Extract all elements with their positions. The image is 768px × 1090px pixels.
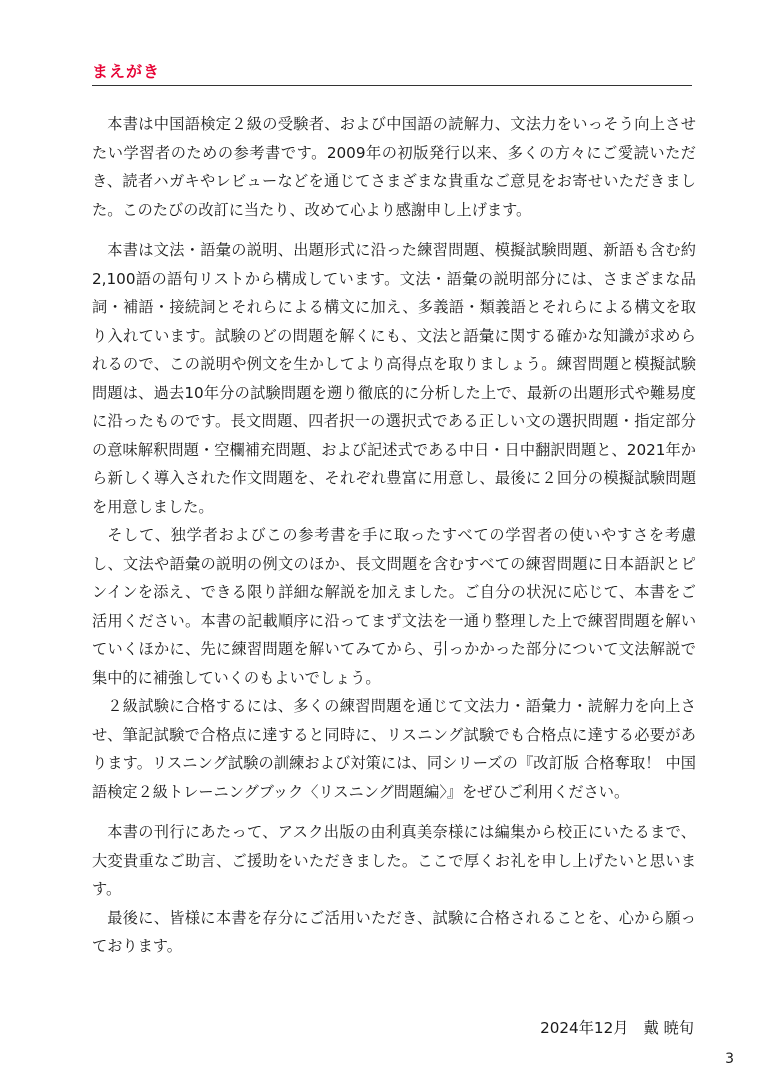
page-header xyxy=(92,62,692,88)
paragraph-4: ２級試験に合格するには、多くの練習問題を通じて文法力・語彙力・読解力を向上させ、筆記試験で合格点に達すると同時に、リスニング試験でも合格点に達する必要があります。リスニング試験の訓練および対策には、同シリーズの『改訂版 合格奪取！ 中国語検定２級トレーニングブック〈リスニング問題編〉』をぜひご利用ください。 xyxy=(92,697,696,801)
paragraph-3: そして、独学者およびこの参考書を手に取ったすべての学習者の使いやすさを考慮し、文法や語彙の説明の例文のほか、長文問題を含むすべての練習問題に日本語訳とピンインを添え、できる限り詳細な解説を加えました。ご自分の状況に応じて、本書をご活用ください。本書の記載順序に沿ってまず文法を一通り整理した上で練習問題を解いていくほかに、先に練習問題を解いてみてから、引っかかった部分について文法解説で集中的に補強していくのもよいでしょう。 xyxy=(92,526,696,687)
page-number: 3 xyxy=(725,1051,734,1067)
paragraph-5: 本書の刊行にあたって、アスク出版の由利真美奈様には編集から校正にいたるまで、大変貴重なご助言、ご援助をいただきました。ここで厚くお礼を申し上げたいと思います。 xyxy=(92,823,696,898)
signature: 2024年12月 戴 暁旬 xyxy=(540,1019,694,1037)
paragraph-2: 本書は文法・語彙の説明、出題形式に沿った練習問題、模擬試験問題、新語も含む約2,100語の語句リストから構成しています。文法・語彙の説明部分には、さまざまな品詞・補語・接続詞とそれらによる構文に加え、多義語・類義語とそれらによる構文を取り入れています。試験のどの問題を解くにも、文法と語彙に関する確かな知識が求められるので、この説明や例文を生かしてより高得点を取りましょう。練習問題と模擬試験問題は、過去10年分の試験問題を遡り徹底的に分析した上で、最新の出題形式や難易度に沿ったものです。長文問題、四者択一の選択式である正しい文の選択問題・指定部分の意味解釈問題・空欄補充問題、および記述式である中日・日中翻訳問題と、2021年から新しく導入された作文問題を、それぞれ豊富に用意し、最後に２回分の模擬試験問題を用意しました。 xyxy=(92,241,696,516)
paragraph-1: 本書は中国語検定２級の受験者、および中国語の読解力、文法力をいっそう向上させたい学習者のための参考書です。2009年の初版発行以来、多くの方々にご愛読いただき、読者ハガキやレビューなどを通じてさまざまな貴重なご意見をお寄せいただきました。このたびの改訂に当たり、改めて心より感謝申し上げます。 xyxy=(92,115,696,219)
body-text xyxy=(92,110,696,961)
header-rule xyxy=(92,85,692,86)
paragraph-6: 最後に、皆様に本書を存分にご活用いただき、試験に合格されることを、心から願っております。 xyxy=(92,908,696,955)
page-title: まえがき xyxy=(92,62,161,81)
